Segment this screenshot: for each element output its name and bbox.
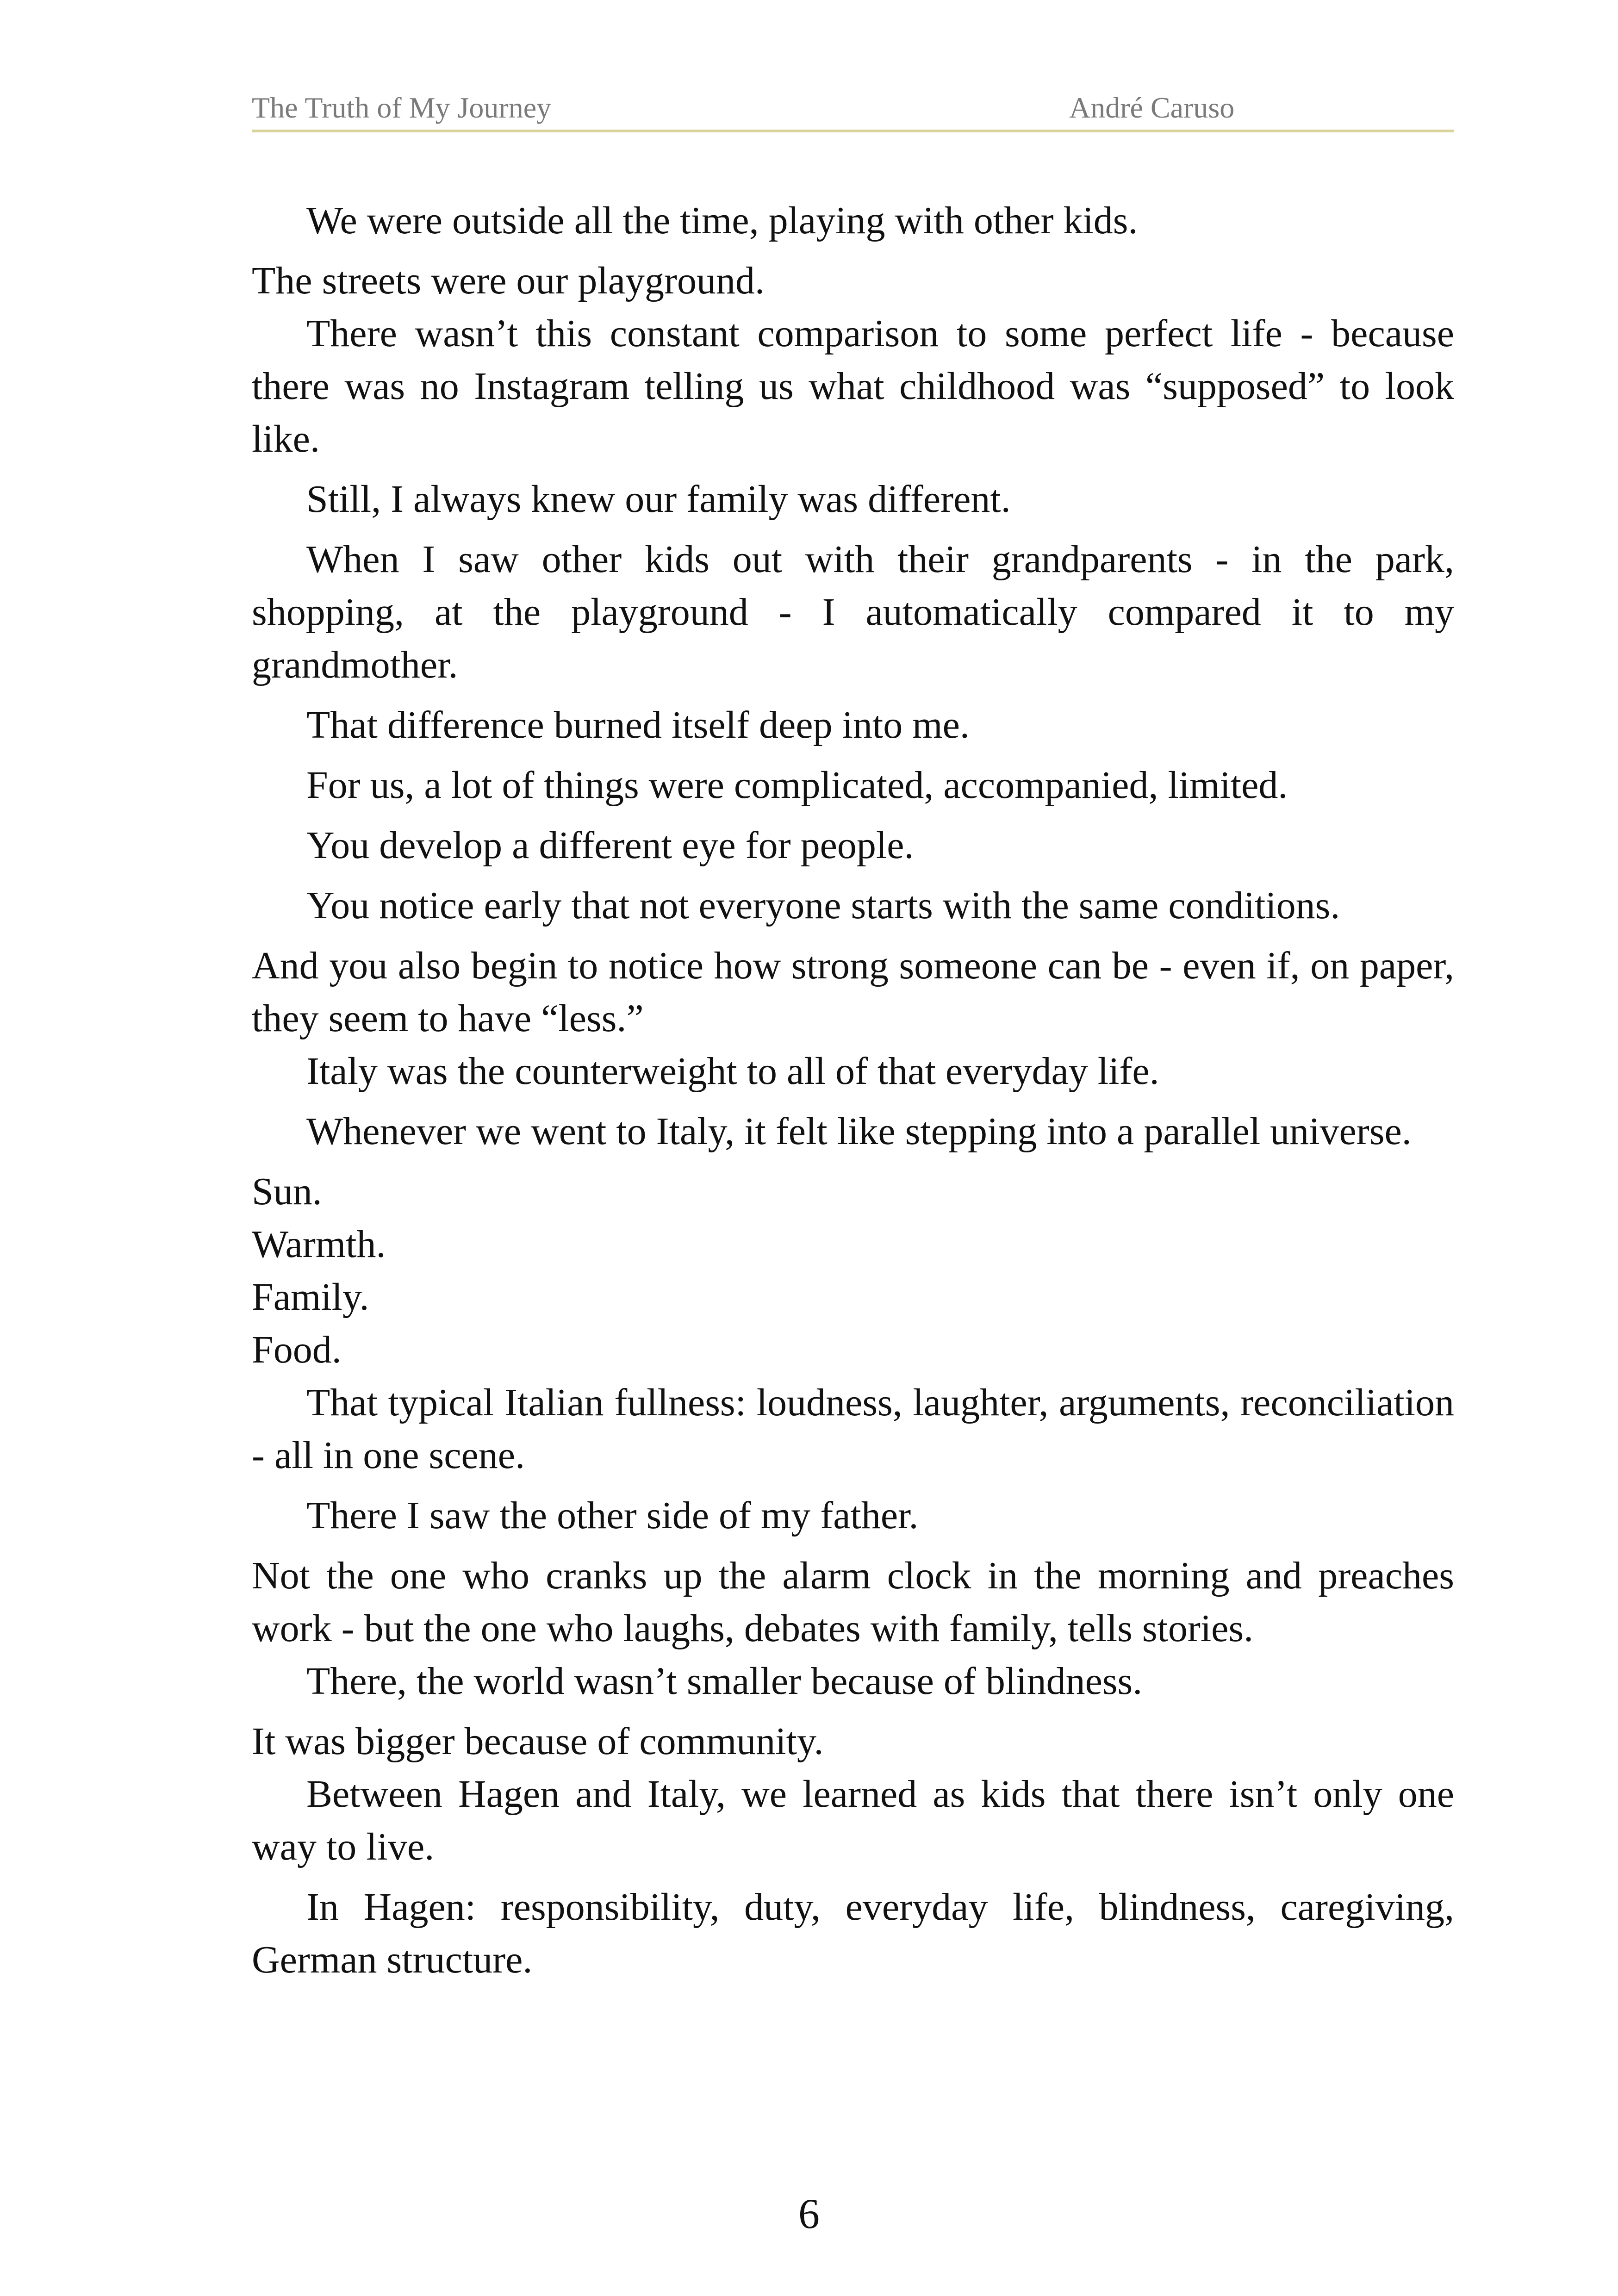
paragraph: Between Hagen and Italy, we learned as kids that there isn’t only one way to live. bbox=[252, 1773, 1454, 1868]
paragraph: Still, I always knew our family was different. bbox=[306, 478, 1011, 521]
paragraph: When I saw other kids out with their grandparents - in the park, shopping, at the playground - I automatically compared it to my grandmother. bbox=[252, 538, 1454, 686]
paragraph: There I saw the other side of my father. bbox=[306, 1494, 919, 1537]
paragraph: Not the one who cranks up the alarm clock in the morning and preaches work - but the one who laughs, debates with family, tells stories. bbox=[252, 1554, 1454, 1650]
paragraph: Warmth. bbox=[252, 1223, 386, 1266]
paragraph: Italy was the counterweight to all of that everyday life. bbox=[306, 1050, 1159, 1093]
paragraph: Family. bbox=[252, 1276, 369, 1319]
page-number: 6 bbox=[798, 2190, 820, 2237]
paragraph: You develop a different eye for people. bbox=[306, 824, 914, 867]
paragraph: There, the world wasn’t smaller because of blindness. bbox=[306, 1660, 1143, 1703]
paragraph: Food. bbox=[252, 1328, 342, 1371]
page-body bbox=[252, 194, 1454, 1994]
paragraph: In Hagen: responsibility, duty, everyday life, blindness, caregiving, German structure. bbox=[252, 1885, 1454, 1981]
book-title: The Truth of My Journey bbox=[252, 91, 552, 124]
paragraph: That typical Italian fullness: loudness, laughter, arguments, reconciliation - all in one scene. bbox=[252, 1381, 1454, 1477]
running-header bbox=[252, 88, 1454, 132]
paragraph: Whenever we went to Italy, it felt like stepping into a parallel universe. bbox=[306, 1110, 1412, 1153]
paragraph: The streets were our playground. bbox=[252, 259, 765, 302]
paragraph: It was bigger because of community. bbox=[252, 1720, 824, 1763]
paragraph: You notice early that not everyone starts with the same conditions. bbox=[306, 884, 1340, 927]
paragraph: For us, a lot of things were complicated, accompanied, limited. bbox=[306, 764, 1288, 807]
paragraph: And you also begin to notice how strong someone can be - even if, on paper, they seem to have “less.” bbox=[252, 944, 1454, 1040]
paragraph: That difference burned itself deep into me. bbox=[306, 703, 970, 747]
paragraph: We were outside all the time, playing with other kids. bbox=[306, 199, 1138, 242]
book-author: André Caruso bbox=[1069, 91, 1235, 124]
paragraph: There wasn’t this constant comparison to some perfect life - because there was no Instagram telling us what childhood was “supposed” to look like. bbox=[252, 312, 1454, 460]
paragraph: Sun. bbox=[252, 1170, 322, 1213]
